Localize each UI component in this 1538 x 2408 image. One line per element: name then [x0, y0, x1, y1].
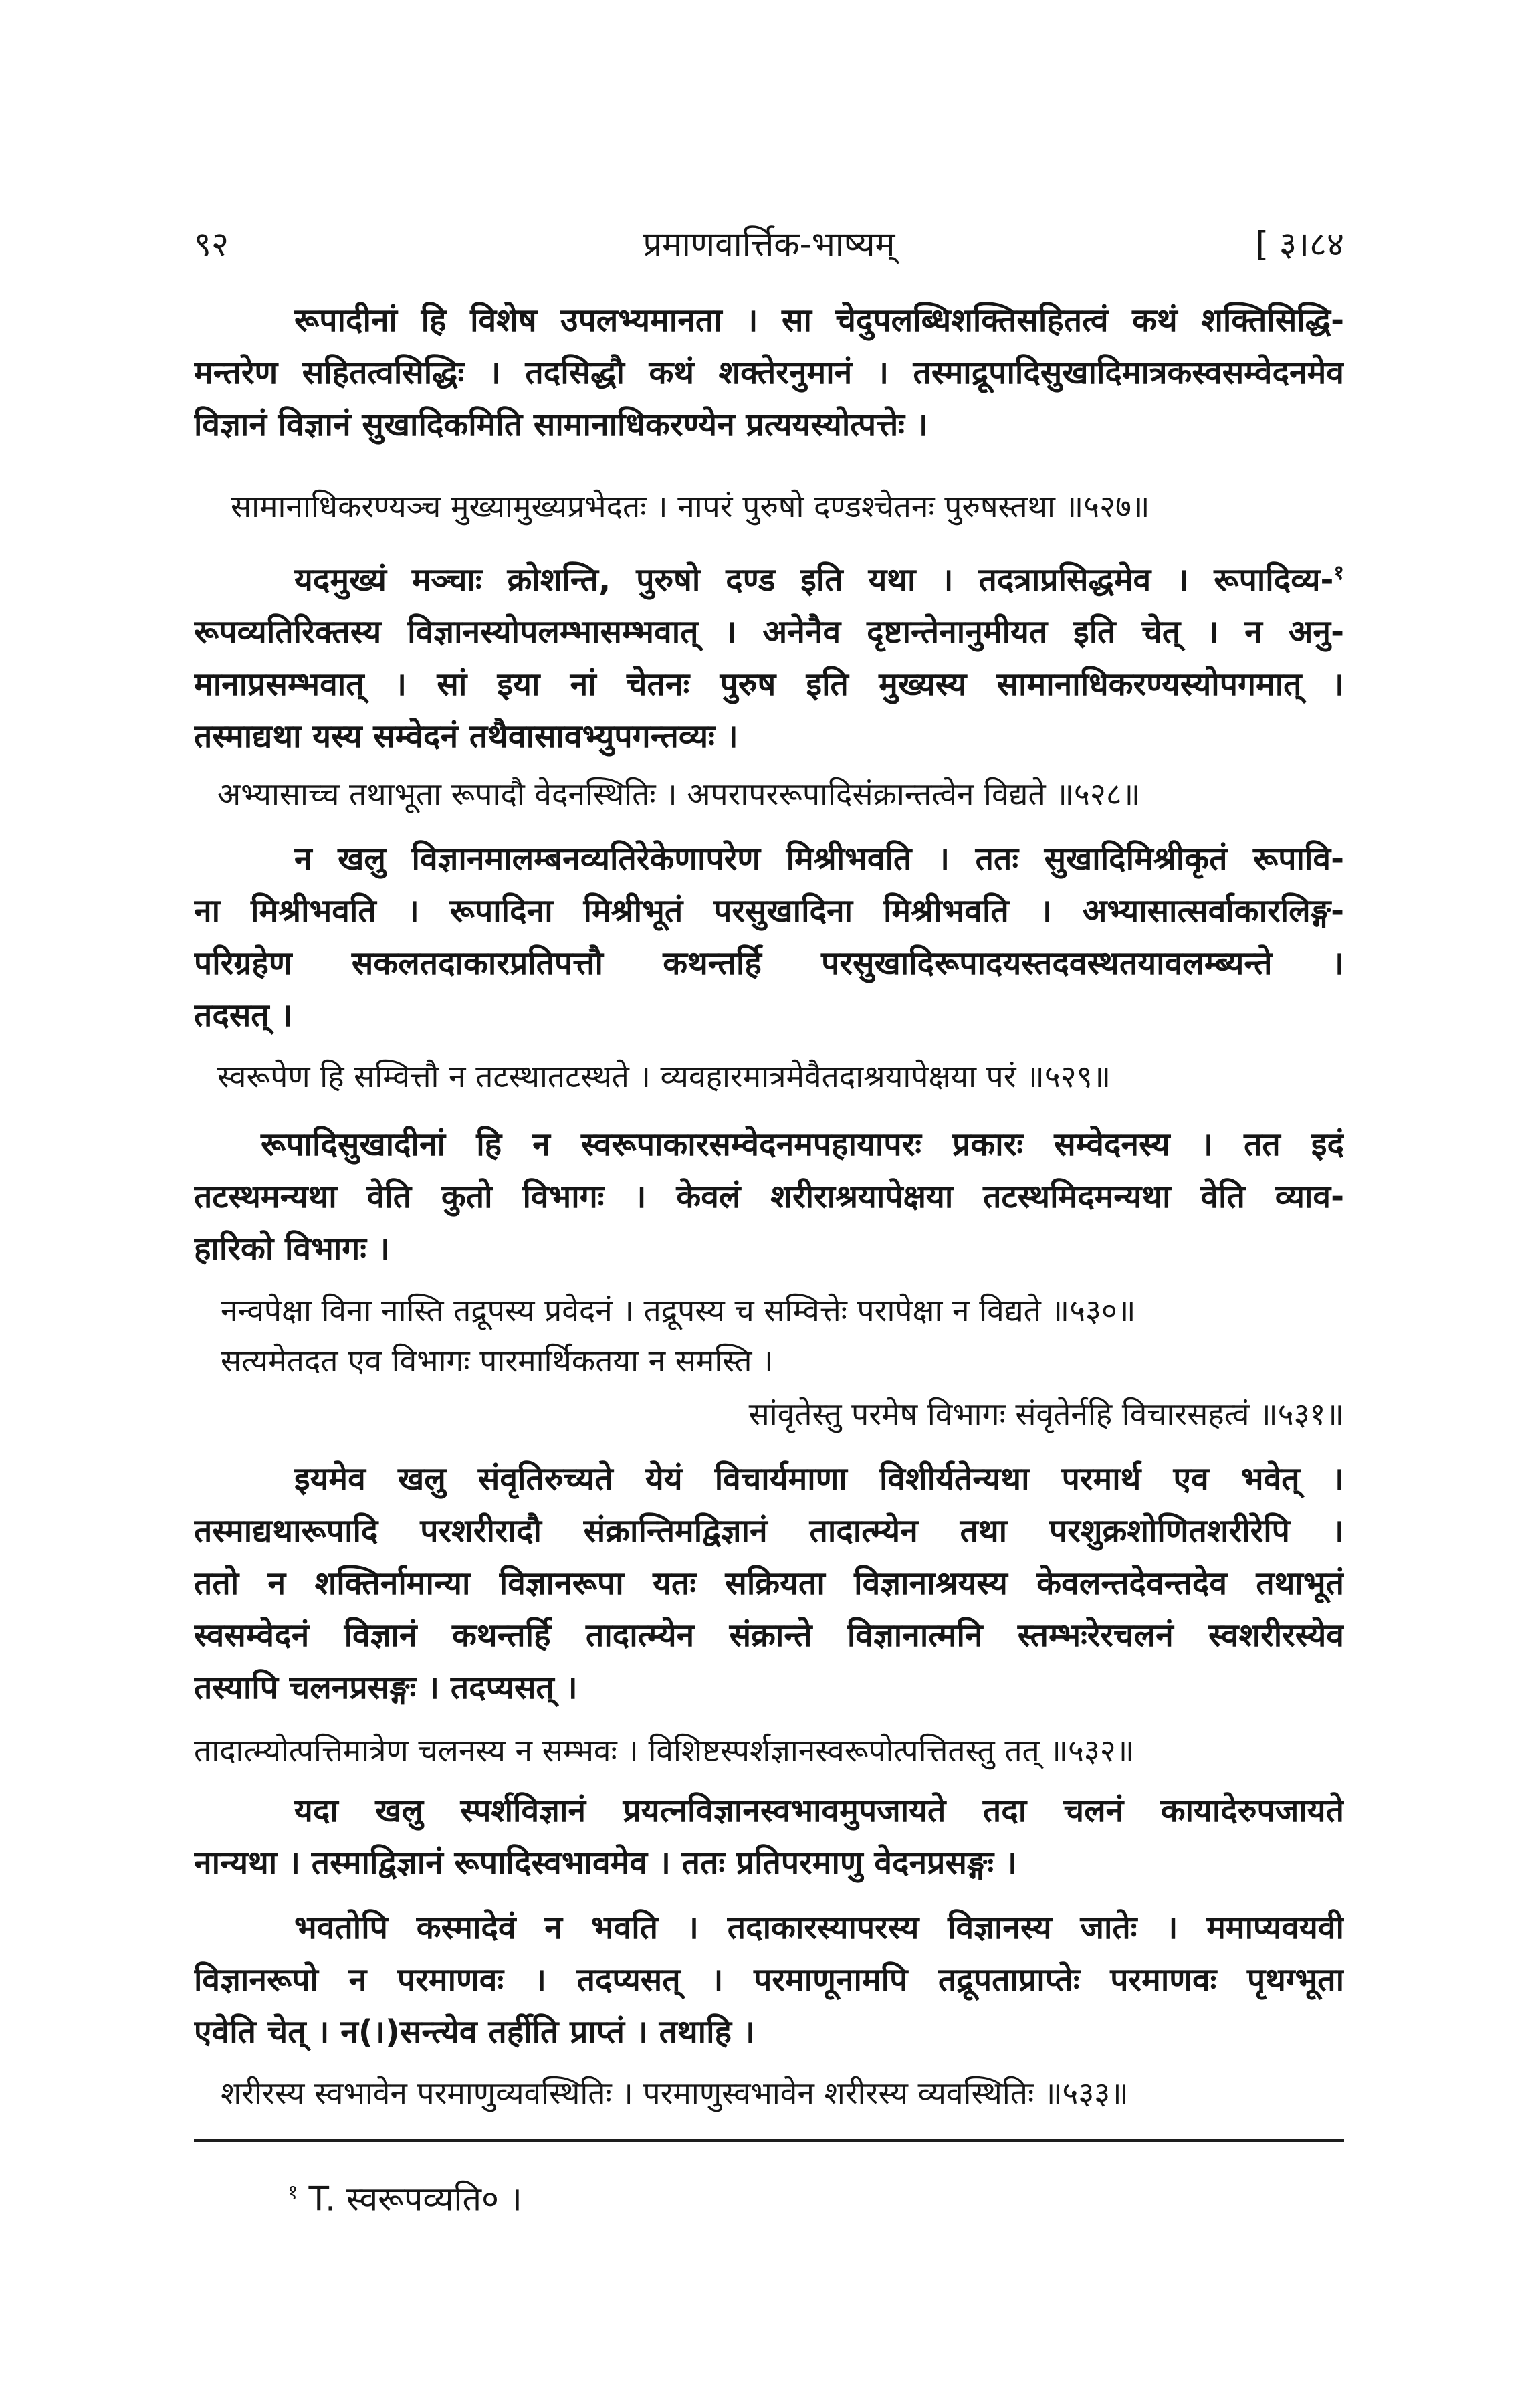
- text-line: तटस्थमन्यथा वेति कुतो विभागः । केवलं शरीराश्रयापेक्षया तटस्थमिदमन्यथा वेति व्याव-: [194, 1178, 1344, 1215]
- text-line: तस्यापि चलनप्रसङ्गः । तदप्यसत् ।: [194, 1669, 578, 1706]
- footnote: [288, 2167, 522, 2225]
- commentary-paragraph-5: [194, 1453, 1344, 1714]
- verse-line: सामानाधिकरण्यञ्च मुख्यामुख्यप्रभेदतः । नापरं पुरुषो दण्डश्चेतनः पुरुषस्तथा ॥५२७॥: [231, 488, 1150, 524]
- text-line: एवेति चेत् । न(।)सन्त्येव तर्हीति प्राप्तं । तथाहि ।: [194, 2013, 755, 2051]
- verse-line: अभ्यासाच्च तथाभूता रूपादौ वेदनस्थितिः । अपरापररूपादिसंक्रान्तत्वेन विद्यते ॥५२८॥: [217, 776, 1141, 812]
- text-line: नान्यथा । तस्माद्विज्ञानं रूपादिस्वभावमेव । ततः प्रतिपरमाणु वेदनप्रसङ्गः ।: [194, 1844, 1017, 1882]
- commentary-paragraph-3: [194, 833, 1344, 1041]
- text-line: मन्तरेण सहितत्वसिद्धिः । तदसिद्धौ कथं शक्तेरनुमानं । तस्माद्रूपादिसुखादिमात्रकस्वसम्वेदनमेव: [194, 354, 1344, 391]
- verse-line: शरीरस्य स्वभावेन परमाणुव्यवस्थितिः । परमाणुस्वभावेन शरीरस्य व्यवस्थितिः ॥५३३॥: [221, 2075, 1129, 2111]
- section-reference: [ ३।८४: [1255, 225, 1344, 264]
- running-title: प्रमाणवार्त्तिक-भाष्यम्: [643, 225, 895, 264]
- text-line: हारिको विभागः ।: [194, 1230, 390, 1268]
- verse-line: तादात्म्योत्पत्तिमात्रेण चलनस्य न सम्भवः । विशिष्टस्पर्शज्ञानस्वरूपोत्पत्तितस्तु तत् ॥५३२॥: [194, 1732, 1135, 1769]
- commentary-paragraph-1: [194, 294, 1344, 451]
- text-line: ना मिश्रीभवति । रूपादिना मिश्रीभूतं परसुखादिना मिश्रीभवति । अभ्यासात्सर्वाकारलिङ्ग-: [194, 892, 1344, 930]
- verse-533: [194, 2067, 1344, 2119]
- verse-line: स्वरूपेण हि सम्वित्तौ न तटस्थातटस्थते । व्यवहारमात्रमेवैतदाश्रयापेक्षया परं ॥५२९॥: [217, 1058, 1111, 1094]
- text-line: विज्ञानरूपो न परमाणवः । तदप्यसत् । परमाणूनामपि तद्रूपताप्राप्तेः परमाणवः पृथग्भूता: [194, 1961, 1344, 1999]
- text-line: भवतोपि कस्मादेवं न भवति । तदाकारस्यापरस्य विज्ञानस्य जातेः । ममाप्यवयवी: [294, 1909, 1344, 1946]
- text-line: सत्यमेतदत एव विभागः पारमार्थिकतया न समस्ति ।: [221, 1342, 774, 1379]
- text-line: रूपादिसुखादीनां हि न स्वरूपाकारसम्वेदनमपहायापरः प्रकारः सम्वेदनस्य । तत इदं: [261, 1126, 1344, 1163]
- page-header: [194, 221, 1344, 274]
- verse-528: [194, 768, 1344, 820]
- text-line: स्वसम्वेदनं विज्ञानं कथन्तर्हि तादात्म्येन संक्रान्ते विज्ञानात्मनि स्तम्भःरेरचलनं स्वशरीरस्येव: [194, 1617, 1344, 1654]
- footnote-divider: [194, 2139, 1344, 2142]
- text-line: न खलु विज्ञानमालम्बनव्यतिरेकेणापरेण मिश्रीभवति । ततः सुखादिमिश्रीकृतं रूपावि-: [294, 840, 1344, 878]
- verse-530: [194, 1284, 1344, 1336]
- commentary-paragraph-2: [194, 547, 1344, 763]
- footnote-text: T. स्वरूपव्यति० ।: [308, 2179, 522, 2219]
- text-line: ततो न शक्तिर्नामान्या विज्ञानरूपा यतः सक्रियता विज्ञानाश्रयस्य केवलन्तदेवन्तदेव तथाभूतं: [194, 1565, 1344, 1602]
- commentary-paragraph-4: [194, 1118, 1344, 1275]
- text-line: यदा खलु स्पर्शविज्ञानं प्रयत्नविज्ञानस्वभावमुपजायते तदा चलनं कायादेरुपजायते: [294, 1792, 1344, 1829]
- verse-531: [194, 1388, 1344, 1440]
- text-line: विज्ञानं विज्ञानं सुखादिकमिति सामानाधिकरण्येन प्रत्ययस्योत्पत्तेः ।: [194, 406, 928, 443]
- footnote-marker: १: [288, 2181, 298, 2204]
- footnote-marker: १: [1333, 561, 1344, 585]
- verse-529: [194, 1050, 1344, 1102]
- verse-532: [194, 1724, 1344, 1777]
- text-line: तस्माद्यथा यस्य सम्वेदनं तथैवासावभ्युपगन्तव्यः ।: [194, 718, 738, 755]
- commentary-paragraph-7: [194, 1902, 1344, 2058]
- text-line: परिग्रहेण सकलतदाकारप्रतिपत्तौ कथन्तर्हि परसुखादिरूपादयस्तदवस्थतयावलम्ब्यन्ते ।: [194, 944, 1344, 982]
- text-line: तदसत् ।: [194, 997, 293, 1034]
- verse-line: नन्वपेक्षा विना नास्ति तद्रूपस्य प्रवेदनं । तद्रूपस्य च सम्वित्तेः परापेक्षा न विद्यते ॥५३०॥: [221, 1292, 1136, 1328]
- text-line: तस्माद्यथारूपादि परशरीरादौ संक्रान्तिमद्विज्ञानं तादात्म्येन तथा परशुक्रशोणितशरीरेपि ।: [194, 1512, 1344, 1550]
- verse-line: सांवृतेस्तु परमेष विभागः संवृतेर्नहि विचारसहत्वं ॥५३१॥: [748, 1396, 1344, 1432]
- commentary-paragraph-6: [194, 1785, 1344, 1889]
- text-line: इयमेव खलु संवृतिरुच्यते येयं विचार्यमाणा विशीर्यतेन्यथा परमार्थ एव भवेत् ।: [294, 1460, 1344, 1498]
- text-line: रूपव्यतिरिक्तस्य विज्ञानस्योपलम्भासम्भवात् । अनेनैव दृष्टान्तेनानुमीयत इति चेत् । न अनु-: [194, 613, 1344, 651]
- page-number: ९२: [194, 225, 229, 264]
- statement-line: [194, 1334, 1344, 1387]
- text-line: यदमुख्यं मञ्चाः क्रोशन्ति, पुरुषो दण्ड इति यथा । तदत्राप्रसिद्धमेव । रूपादिव्य-$^१$: [294, 561, 1344, 599]
- text-line: रूपादीनां हि विशेष उपलभ्यमानता । सा चेदुपलब्धिशक्तिसहितत्वं कथं शक्तिसिद्धि-: [294, 302, 1344, 339]
- text-line: मानाप्रसम्भवात् । सां इया नां चेतनः पुरुष इति मुख्यस्य सामानाधिकरण्यस्योपगमात् ।: [194, 666, 1344, 703]
- verse-527: [194, 480, 1344, 532]
